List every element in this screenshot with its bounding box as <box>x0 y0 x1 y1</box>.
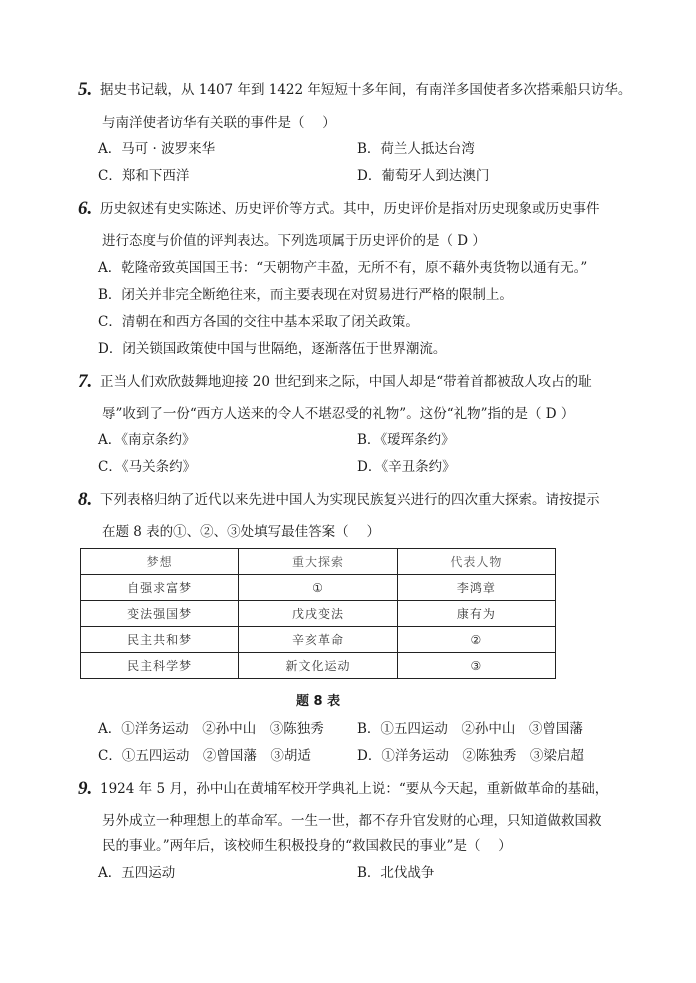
table-header-row <box>81 549 556 575</box>
question-stem-line-3: 民的事业。”两年后，该校师生积极投身的“救国救民的事业”是（ ） <box>102 838 512 854</box>
question-stem-line-1: 下列表格归纳了近代以来先进中国人为实现民族复兴进行的四次重大探索。请按提示 <box>100 492 600 508</box>
question-stem-line-2: 进行态度与价值的评判表达。下列选项属于历史评价的是（ D ） <box>102 233 486 249</box>
option-c[interactable]: C．郑和下西洋 <box>98 168 190 184</box>
table-caption: 题 8 表 <box>296 694 341 709</box>
question-number: 9. <box>78 778 93 799</box>
option-d[interactable]: D．闭关锁国政策使中国与世隔绝，逐渐落伍于世界潮流。 <box>98 341 447 357</box>
table-header-cell: 重大探索 <box>239 549 397 575</box>
question-stem-line-2: 辱”收到了一份“西方人送来的令人不堪忍受的礼物”。这份“礼物”指的是（ D ） <box>102 406 575 422</box>
table-cell: 民主共和梦 <box>81 627 239 653</box>
table-row <box>81 575 556 601</box>
question-stem-line-2: 另外成立一种理想上的革命军。一生一世，都不存升官发财的心理，只知道做救国救 <box>102 813 602 829</box>
question-stem-line-1: 据史书记载，从 1407 年到 1422 年短短十多年间，有南洋多国使者多次搭乘船只访华。 <box>100 82 632 98</box>
table-cell: 自强求富梦 <box>81 575 239 601</box>
table-cell: 辛亥革命 <box>239 627 397 653</box>
option-a[interactable]: A．①洋务运动 ②孙中山 ③陈独秀 <box>98 721 324 737</box>
table-cell: 康有为 <box>397 601 555 627</box>
option-a[interactable]: A．马可 · 波罗来华 <box>98 141 216 157</box>
question-stem-line-2: 与南洋使者访华有关联的事件是（ ） <box>102 115 336 131</box>
option-b[interactable]: B．《瑷珲条约》 <box>357 432 455 448</box>
table-cell: 新文化运动 <box>239 653 397 679</box>
table-row <box>81 601 556 627</box>
option-d[interactable]: D．葡萄牙人到达澳门 <box>357 168 490 184</box>
option-a[interactable]: A．五四运动 <box>98 865 176 881</box>
question-stem-line-1: 历史叙述有史实陈述、历史评价等方式。其中，历史评价是指对历史现象或历史事件 <box>100 201 600 217</box>
table-cell: ① <box>239 575 397 601</box>
option-c[interactable]: C．《马关条约》 <box>98 459 197 475</box>
question-number: 6. <box>78 198 93 219</box>
question-stem-line-1: 正当人们欢欣鼓舞地迎接 20 世纪到来之际，中国人却是“带着首都被敌人攻占的耻 <box>100 374 592 390</box>
option-d[interactable]: D．①洋务运动 ②陈独秀 ③梁启超 <box>357 748 584 764</box>
question-number: 8. <box>78 489 93 510</box>
table-cell: 李鸿章 <box>397 575 555 601</box>
table-row <box>81 627 556 653</box>
question-stem-line-2: 在题 8 表的①、②、③处填写最佳答案（ ） <box>102 524 380 540</box>
option-b[interactable]: B．北伐战争 <box>357 865 435 881</box>
option-a[interactable]: A．乾隆帝致英国国王书：“天朝物产丰盈，无所不有，原不藉外夷货物以通有无。” <box>98 260 588 276</box>
table-cell: 变法强国梦 <box>81 601 239 627</box>
option-d[interactable]: D．《辛丑条约》 <box>357 459 456 475</box>
table-cell: ③ <box>397 653 555 679</box>
option-b[interactable]: B．①五四运动 ②孙中山 ③曾国藩 <box>357 721 583 737</box>
question-stem-line-1: 1924 年 5 月，孙中山在黄埔军校开学典礼上说：“要从今天起，重新做革命的基础， <box>100 781 609 797</box>
table-cell: ② <box>397 627 555 653</box>
option-b[interactable]: B．闭关并非完全断绝往来，而主要表现在对贸易进行严格的限制上。 <box>98 287 513 303</box>
table-row <box>81 653 556 679</box>
table-cell: 戊戌变法 <box>239 601 397 627</box>
question-number: 5. <box>78 79 93 100</box>
option-a[interactable]: A．《南京条约》 <box>98 432 196 448</box>
exploration-table <box>80 548 556 679</box>
table-header-cell: 代表人物 <box>397 549 555 575</box>
option-c[interactable]: C．①五四运动 ②曾国藩 ③胡适 <box>98 748 311 764</box>
table-header-cell: 梦想 <box>81 549 239 575</box>
question-number: 7. <box>78 371 93 392</box>
table-cell: 民主科学梦 <box>81 653 239 679</box>
option-c[interactable]: C．清朝在和西方各国的交往中基本采取了闭关政策。 <box>98 314 419 330</box>
option-b[interactable]: B．荷兰人抵达台湾 <box>357 141 475 157</box>
